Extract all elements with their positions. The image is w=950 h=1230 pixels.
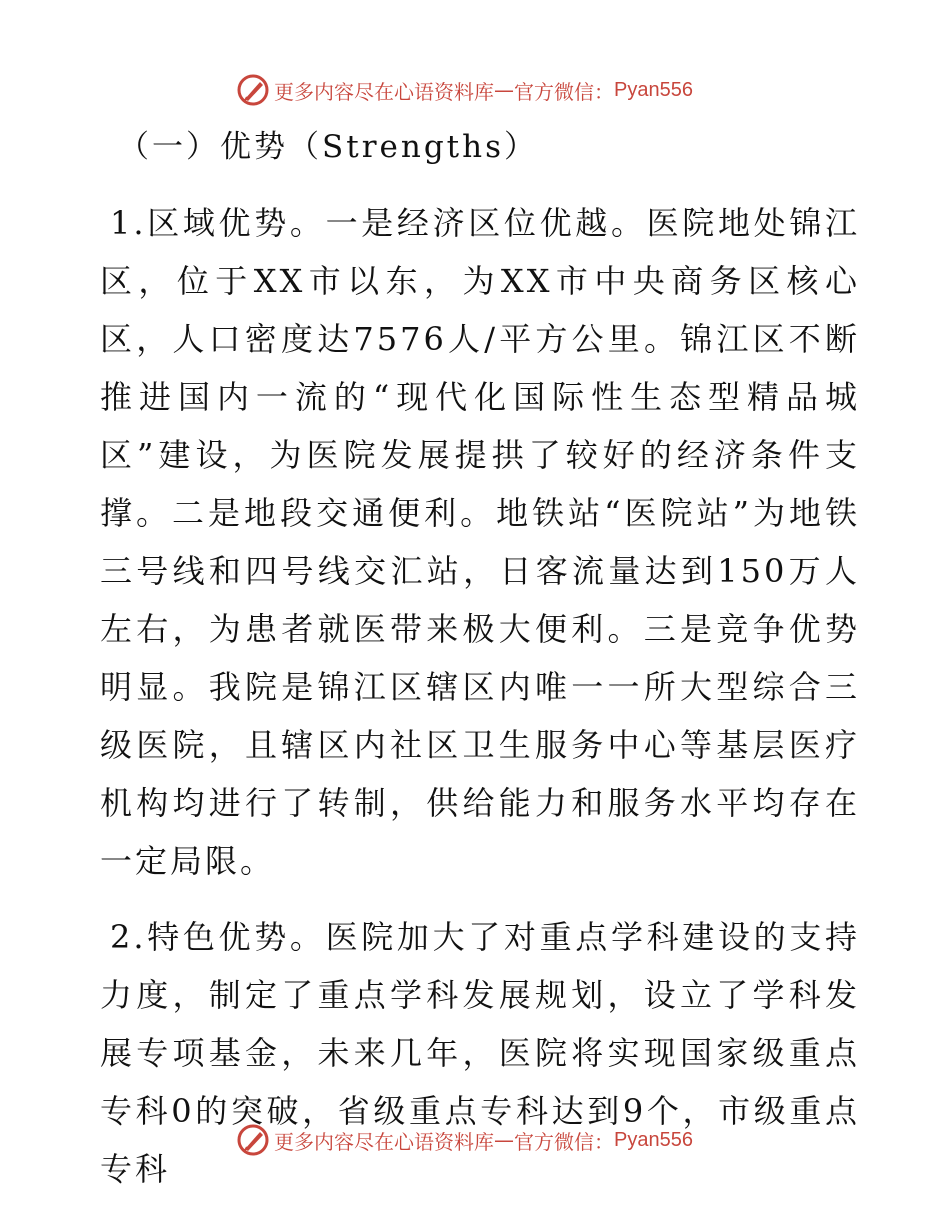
section-heading: （一）优势（Strengths）: [118, 129, 538, 165]
watermark-text: 更多内容尽在心语资料库: [274, 1129, 494, 1154]
document-body: [100, 122, 860, 1198]
watermark-separator: —: [494, 1128, 514, 1152]
watermark-label: 官方微信：: [514, 1129, 614, 1154]
header-watermark: [236, 72, 693, 108]
watermark-separator: —: [494, 78, 514, 102]
watermark-label: 官方微信：: [514, 79, 614, 104]
paragraph-text: 2.特色优势。医院加大了对重点学科建设的支持力度，制定了重点学科发展规划，设立了学科发展专项基金，未来几年，医院将实现国家级重点专科0的突破，省级重点专科达到9个，市级重点专科: [100, 918, 860, 1188]
quill-logo-icon: [236, 1123, 270, 1157]
watermark-wechat-id: Pyan556: [614, 78, 693, 101]
watermark-wechat-id: Pyan556: [614, 1128, 693, 1151]
footer-watermark: [236, 1122, 693, 1158]
quill-logo-icon: [236, 73, 270, 107]
watermark-text: 更多内容尽在心语资料库: [274, 79, 494, 104]
paragraph-text: 1.区域优势。一是经济区位优越。医院地处锦江区，位于XX市以东，为XX市中央商务区核心区，人口密度达7576人/平方公里。锦江区不断推进国内一流的“现代化国际性生态型精品城区”建设，为医院发展提拱了较好的经济条件支撑。二是地段交通便利。地铁站“医院站”为地铁三号线和四号线交汇站，日客流量达到150万人左右，为患者就医带来极大便利。三是竞争优势明显。我院是锦江区辖区内唯一一所大型综合三级医院，且辖区内社区卫生服务中心等基层医疗机构均进行了转制，供给能力和服务水平均存在一定局限。: [100, 204, 860, 880]
paragraph-regional-advantage: [100, 194, 860, 890]
